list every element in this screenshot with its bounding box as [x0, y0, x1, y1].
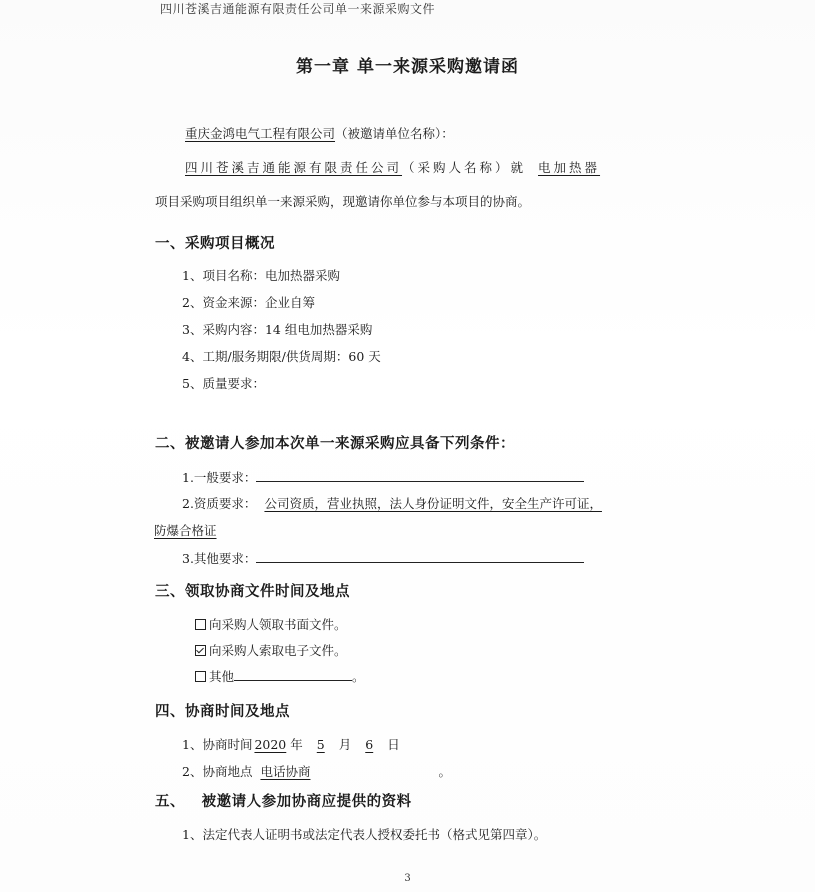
chapter-title: 第一章 单一来源采购邀请函 — [296, 57, 519, 77]
option-other-suffix: 。 — [352, 669, 365, 684]
qualification-label: 2.资质要求： — [182, 496, 257, 511]
qualification-line — [182, 494, 602, 512]
document-header: 四川苍溪吉通能源有限责任公司单一来源采购文件 — [160, 2, 436, 16]
sec1-item: 3、采购内容：14 组电加热器采购 — [182, 322, 373, 337]
general-requirement-label: 1.一般要求： — [182, 470, 257, 485]
checkbox-icon[interactable] — [195, 671, 206, 682]
checked-checkbox-icon[interactable] — [195, 645, 206, 656]
sec1-item: 4、工期/服务期限/供货周期：60 天 — [182, 349, 381, 364]
sec1-item: 5、质量要求： — [182, 376, 265, 391]
qualification-value: 公司资质，营业执照，法人身份证明文件，安全生产许可证， — [264, 496, 602, 511]
section-3-heading: 三、领取协商文件时间及地点 — [155, 583, 350, 600]
option-electronic-document[interactable] — [195, 641, 347, 659]
negotiation-place-value: 电话协商 — [260, 764, 311, 779]
option-label: 向采购人领取书面文件。 — [209, 617, 347, 632]
buyer-line — [185, 158, 608, 176]
option-label: 向采购人索取电子文件。 — [209, 643, 347, 658]
day-value: 6 — [365, 737, 374, 752]
other-requirement-blank — [256, 548, 584, 563]
option-paper-document[interactable] — [195, 615, 347, 633]
general-requirement-line — [182, 467, 584, 486]
invitee-name: 重庆金鸿电气工程有限公司 — [185, 126, 336, 141]
sec1-item: 1、项目名称：电加热器采购 — [182, 268, 340, 283]
other-requirement-label: 3.其他要求： — [182, 551, 257, 566]
negotiation-place-line — [182, 762, 451, 780]
checkbox-icon[interactable] — [195, 619, 206, 630]
page-number: 3 — [404, 873, 411, 884]
invitee-line — [185, 124, 454, 142]
section-5-heading: 五、 被邀请人参加协商应提供的资料 — [155, 793, 412, 810]
sec1-item: 2、资金来源：企业自筹 — [182, 295, 315, 310]
day-unit: 日 — [387, 737, 400, 752]
year-value: 2020 — [254, 737, 287, 752]
buyer-name: 四川苍溪吉通能源有限责任公司 — [185, 160, 403, 175]
negotiation-time-line — [182, 735, 400, 753]
option-other-blank — [234, 666, 352, 681]
qualification-cont-value: 防爆合格证 — [154, 523, 217, 538]
month-unit: 月 — [338, 737, 352, 752]
qualification-continuation — [154, 521, 259, 539]
buyer-mid: （采购人名称）就 — [402, 160, 527, 175]
section-1-heading: 一、采购项目概况 — [155, 235, 275, 252]
section-4-heading: 四、协商时间及地点 — [155, 703, 290, 720]
intro-line-3: 项目采购项目组织单一来源采购，现邀请你单位参与本项目的协商。 — [155, 194, 531, 209]
month-value: 5 — [316, 737, 325, 752]
year-unit: 年 — [290, 737, 303, 752]
negotiation-place-end: 。 — [438, 764, 451, 779]
negotiation-time-label: 1、协商时间 — [182, 737, 253, 752]
section-2-heading: 二、被邀请人参加本次单一来源采购应具备下列条件： — [155, 435, 515, 452]
sec5-item-1: 1、法定代表人证明书或法定代表人授权委托书（格式见第四章）。 — [182, 827, 547, 842]
negotiation-place-label: 2、协商地点 — [182, 764, 253, 779]
option-other[interactable] — [195, 666, 365, 685]
other-requirement-line — [182, 548, 584, 567]
option-label: 其他 — [209, 669, 235, 684]
project-name: 电加热器 — [538, 160, 601, 175]
invitee-suffix: （被邀请单位名称）： — [335, 126, 454, 141]
general-requirement-blank — [256, 467, 584, 482]
